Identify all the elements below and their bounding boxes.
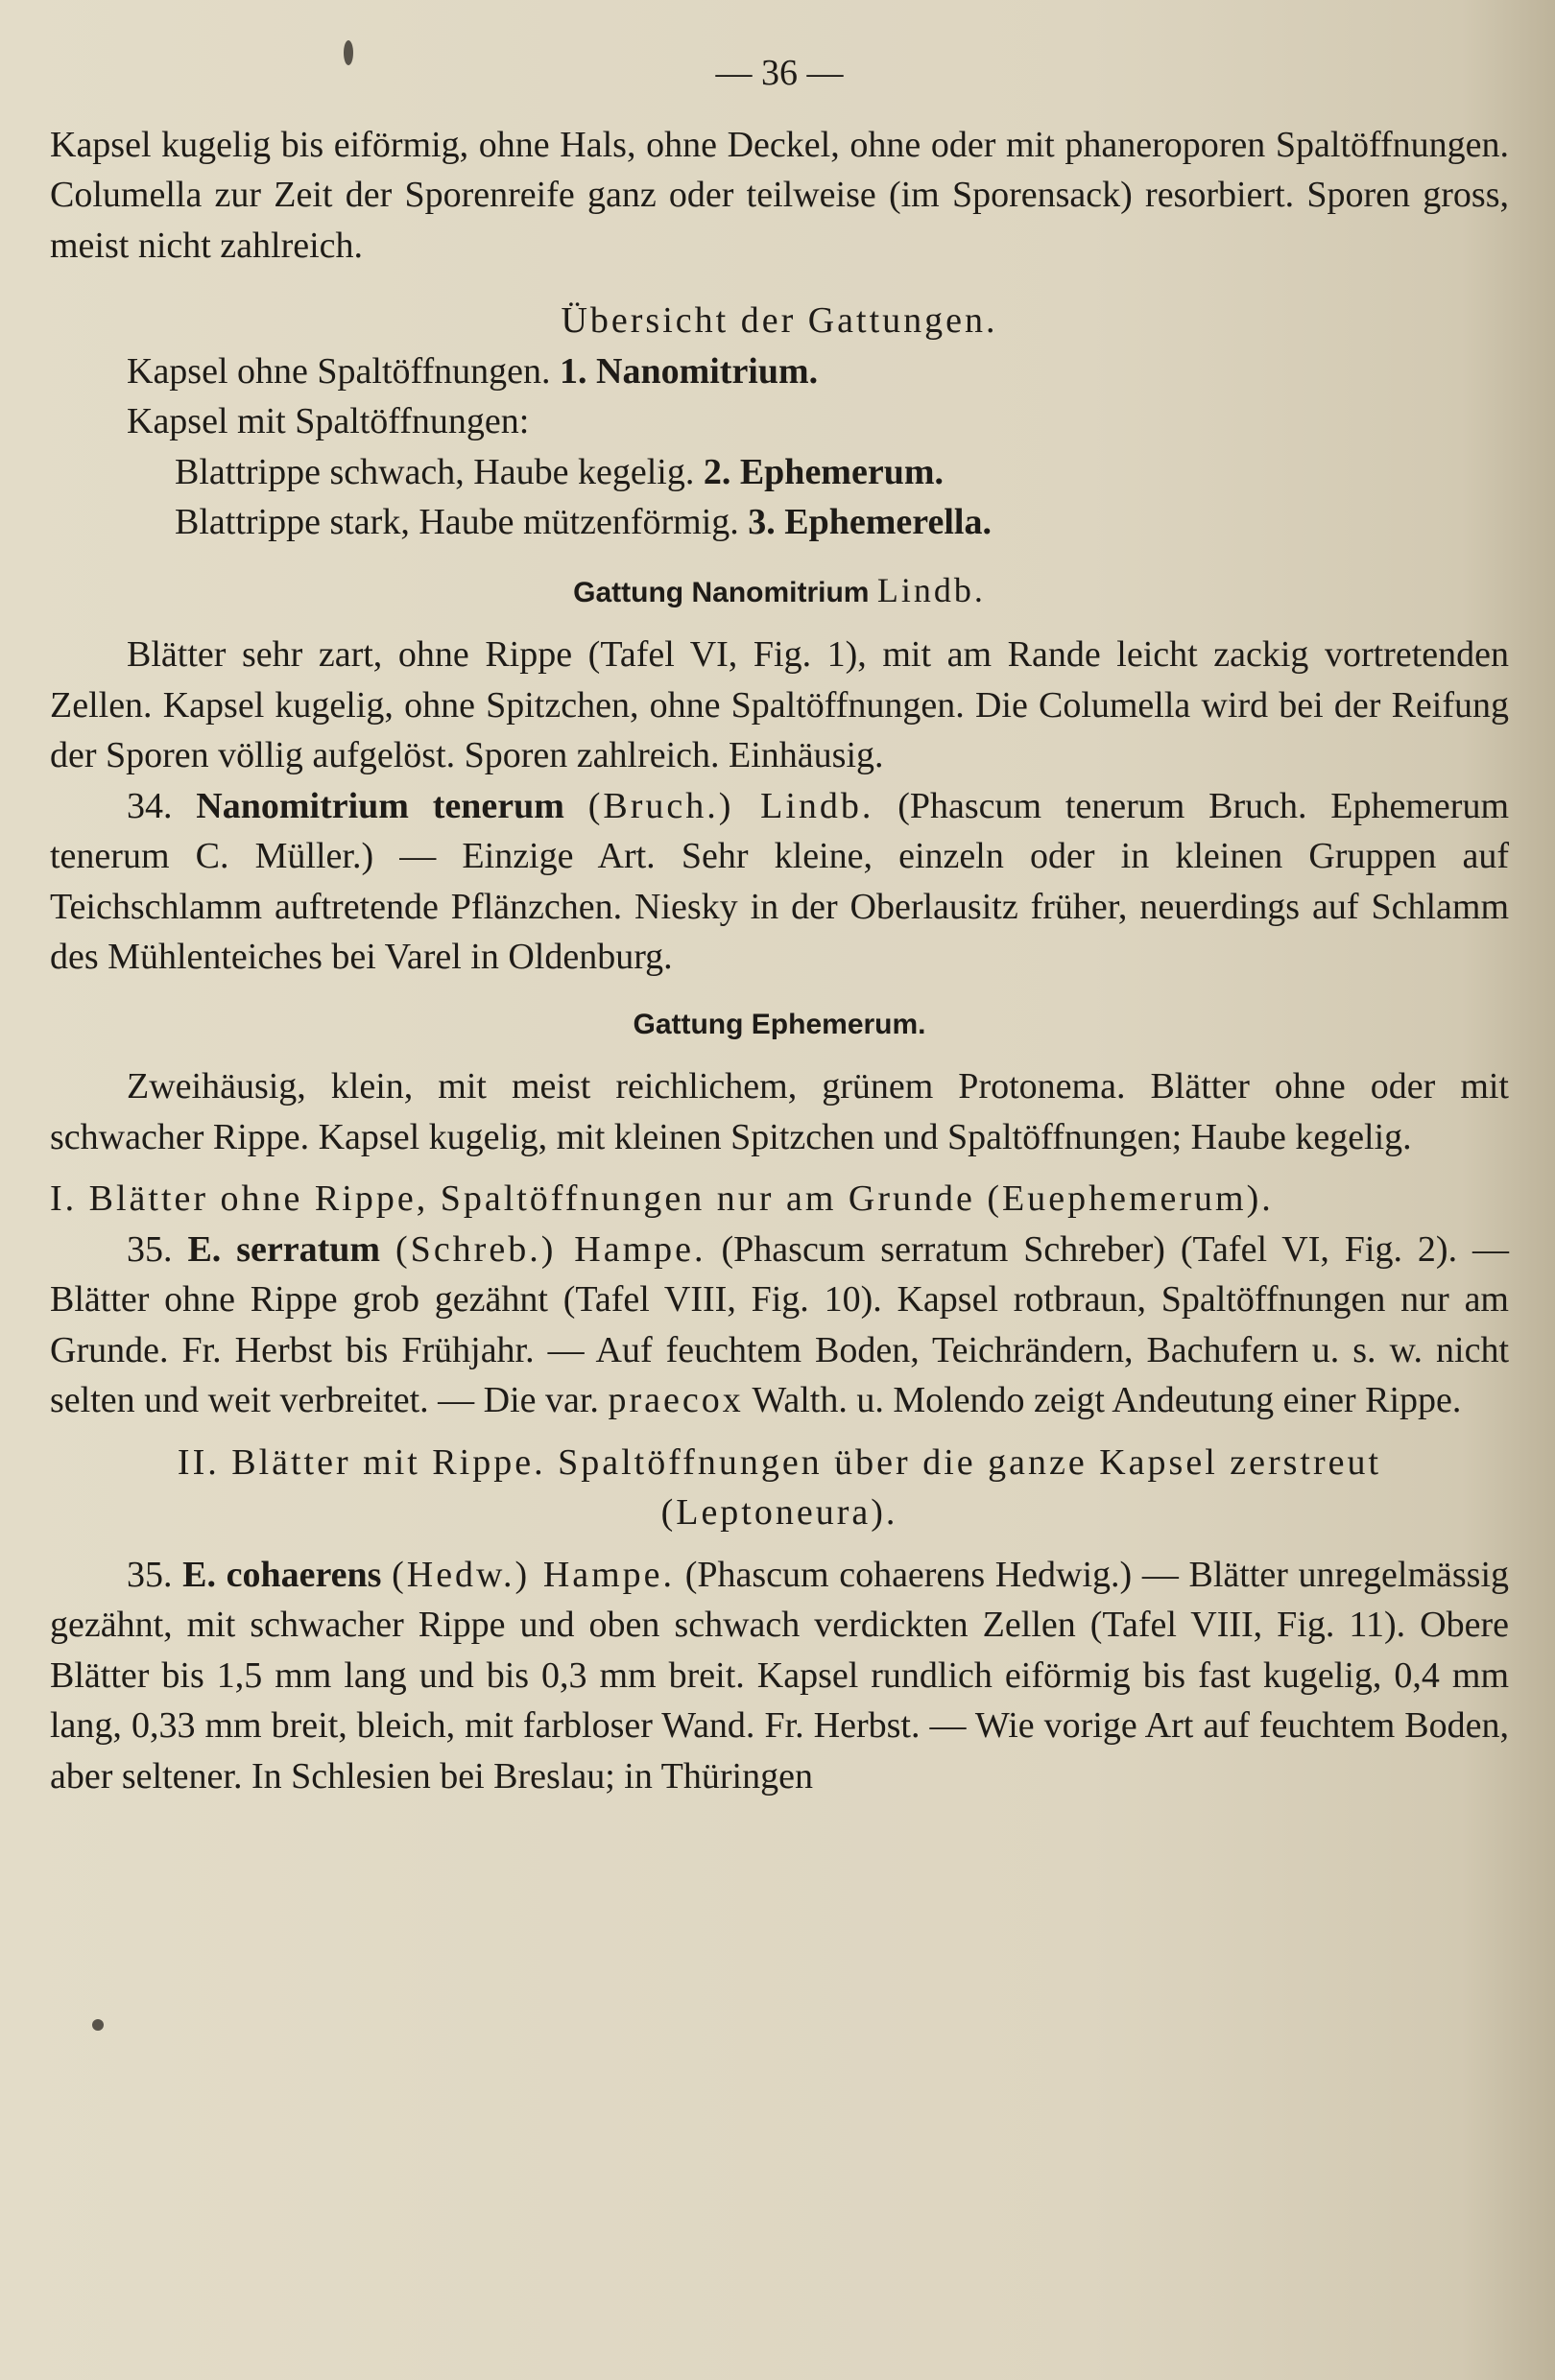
page-number: — 36 — [715,53,844,93]
species-35-serratum-entry [50,1225,1509,1426]
species-cohaerens-number: 35. [127,1554,173,1595]
section-1-heading: I. Blätter ohne Rippe, Spaltöffnungen nur am Grunde (Euephemerum). [50,1178,1274,1219]
species-35-author: (Schreb.) Hampe. [395,1228,706,1270]
overview-heading: Übersicht der Gattungen. [561,300,998,341]
ephemerum-description: Zweihäusig, klein, mit meist reichlichem, grünem Protonema. Blätter ohne oder mit schwacher Rippe. Kapsel kugelig, mit kleinen Spitzchen und Spaltöffnungen; Haube kegelig. [50,1066,1509,1157]
key-row-4 [50,497,1509,548]
species-34-entry [50,781,1509,983]
species-35-variety: praecox [608,1380,744,1420]
nanomitrium-heading [50,565,1509,619]
species-35-cohaerens-entry [50,1550,1509,1802]
intro-paragraph: Kapsel kugelig bis eiförmig, ohne Hals, ohne Deckel, ohne oder mit phaneroporen Spaltöffnungen. Columella zur Zeit der Sporenreife ganz oder teilweise (im Sporensack) resorbiert. Sporen gross, meist nicht zahlreich. [50,124,1509,266]
species-34-text: (Phascum tenerum Bruch. Ephemerum tenerum C. Müller.) — Einzige Art. Sehr kleine, einzeln oder in kleinen Gruppen auf Teichschlamm auftretende Pflänzchen. Niesky in der Oberlausitz früher, neuerdings auf Schlamm des Mühlenteiches bei Varel in Oldenburg. [50,785,1509,977]
ink-blot [92,2019,104,2031]
key-row-3-text: Blattrippe schwach, Haube kegelig. [175,451,695,492]
key-row-1-text: Kapsel ohne Spaltöffnungen. [127,350,551,392]
key-row-3 [50,447,1509,498]
species-cohaerens-author: (Hedw.) Hampe. [392,1554,676,1595]
text-column [50,48,1509,1801]
species-35-text: (Phascum serratum Schreber) (Tafel VI, Fig. 2). — Blätter ohne Rippe grob gezähnt (Tafel VIII, Fig. 10). Kapsel rotbraun, Spaltöffnungen nur am Grunde. Fr. Herbst bis Frühjahr. — Auf feuchtem Boden, Teichrändern, Bachufern u. s. w. nicht selten und weit verbreitet. — Die var. [50,1228,1510,1420]
key-row-2: Kapsel mit Spaltöffnungen: [127,401,530,441]
species-cohaerens-text: (Phascum cohaerens Hedwig.) — Blätter unregelmässig gezähnt, mit schwacher Rippe und oben schwach verdickten Zellen (Tafel VIII, Fig. 11). Obere Blätter bis 1,5 mm lang und bis 0,3 mm breit. Kapsel rundlich eiförmig bis fast kugelig, 0,4 mm lang, 0,33 mm breit, bleich, mit farbloser Wand. Fr. Herbst. — Wie vorige Art auf feuchtem Boden, aber seltener. In Schlesien bei Breslau; in Thüringen [50,1554,1510,1797]
species-34-number: 34. [127,785,173,826]
species-34-name: Nanomitrium tenerum [196,785,564,826]
ephemerum-heading: Gattung Ephemerum. [633,1008,926,1040]
section-2-heading: II. Blätter mit Rippe. Spaltöffnungen über die ganze Kapsel zerstreut (Leptoneura). [177,1441,1382,1533]
key-row-4-genus: 3. Ephemerella. [748,502,992,542]
species-35-number: 35. [127,1228,173,1270]
species-35-tail: Walth. u. Molendo zeigt Andeutung einer Rippe. [752,1380,1462,1420]
key-row-4-text: Blattrippe stark, Haube mützenförmig. [175,502,739,542]
species-34-author: (Bruch.) Lindb. [587,785,874,826]
nanomitrium-heading-text: Gattung Nanomitrium [573,576,870,608]
nanomitrium-heading-author: Lindb. [876,570,986,609]
key-row-1 [50,346,1509,397]
key-row-1-genus: 1. Nanomitrium. [560,350,819,392]
key-row-3-genus: 2. Ephemerum. [703,451,944,492]
species-cohaerens-name: E. cohaerens [182,1554,382,1595]
nanomitrium-description: Blätter sehr zart, ohne Rippe (Tafel VI, Fig. 1), mit am Rande leicht zackig vortretenden Zellen. Kapsel kugelig, ohne Spitzchen, ohne Spaltöffnungen. Die Columella wird bei der Reifung der Sporen völlig aufgelöst. Sporen zahlreich. Einhäusig. [50,634,1509,775]
species-35-name: E. serratum [187,1228,381,1270]
